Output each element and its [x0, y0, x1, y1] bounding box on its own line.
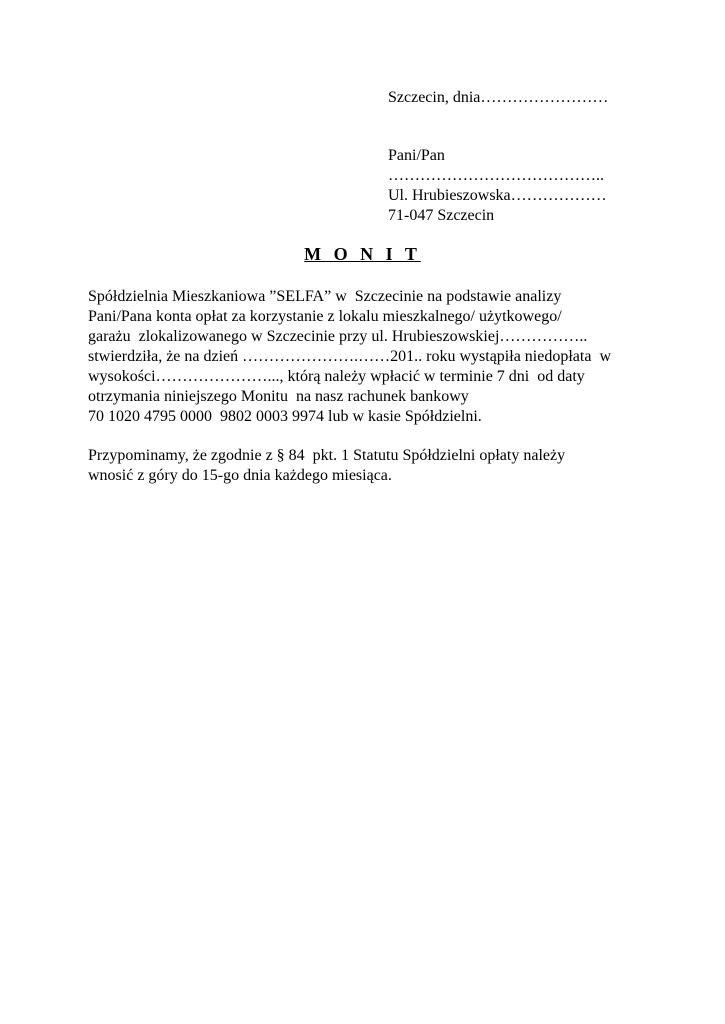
paragraph-line: wysokości…………………..., którą należy wpłacić w terminie 7 dni od daty [88, 368, 585, 385]
paragraph-line: garażu zlokalizowanego w Szczecinie przy ul. Hrubieszowskiej…………….. [88, 328, 588, 345]
paragraph-line: stwierdziła, że na dzień ………………….……201.. roku wystąpiła niedopłata w [88, 348, 611, 365]
date-line: Szczecin, dnia…………………… [388, 89, 609, 106]
paragraph-line: Pani/Pana konta opłat za korzystanie z lokalu mieszkalnego/ użytkowego/ [88, 308, 562, 325]
paragraph-line: Przypominamy, że zgodnie z § 84 pkt. 1 Statutu Spółdzielni opłaty należy [88, 447, 566, 464]
address-line-street: Ul. Hrubieszowska……………… [388, 187, 607, 204]
paragraph-line: otrzymania niniejszego Monitu na nasz rachunek bankowy [88, 388, 469, 405]
address-line-city: 71-047 Szczecin [388, 207, 495, 224]
document-title: M O N I T [304, 244, 421, 264]
address-line-salutation: Pani/Pan [388, 147, 445, 164]
address-line-name: ………………………………….. [388, 167, 604, 184]
paragraph-line: wnosić z góry do 15-go dnia każdego miesiąca. [88, 467, 392, 484]
bank-account-line: 70 1020 4795 0000 9802 0003 9974 lub w kasie Spółdzielni. [88, 408, 482, 425]
paragraph-line: Spółdzielnia Mieszkaniowa ”SELFA” w Szczecinie na podstawie analizy [88, 288, 562, 305]
